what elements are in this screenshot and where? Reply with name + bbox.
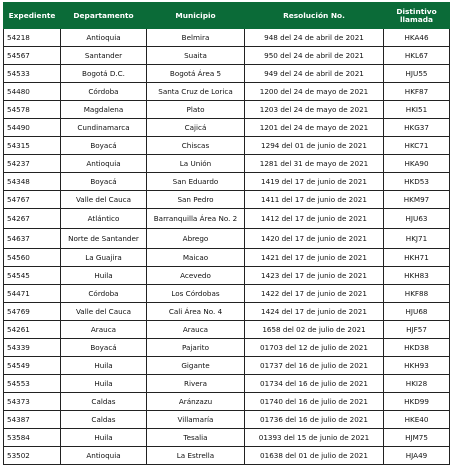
table-row [4, 209, 450, 229]
cell-resolucion: 1424 del 17 de junio de 2021 [245, 303, 384, 321]
cell-municipio: Los Córdobas [147, 285, 245, 303]
cell-expediente: 54471 [4, 285, 61, 303]
cell-departamento: Caldas [61, 411, 147, 429]
table-header [4, 3, 450, 29]
cell-resolucion: 01736 del 16 de julio de 2021 [245, 411, 384, 429]
cell-distintivo: HKH71 [384, 249, 450, 267]
table-row [4, 83, 450, 101]
cell-resolucion: 1422 del 17 de junio de 2021 [245, 285, 384, 303]
cell-distintivo: HKA90 [384, 155, 450, 173]
table-row [4, 375, 450, 393]
table-row [4, 29, 450, 47]
cell-resolucion: 948 del 24 de abril de 2021 [245, 29, 384, 47]
cell-departamento: Norte de Santander [61, 229, 147, 249]
cell-distintivo: HKM97 [384, 191, 450, 209]
cell-expediente: 53502 [4, 447, 61, 465]
table-row [4, 155, 450, 173]
cell-departamento: Boyacá [61, 339, 147, 357]
cell-resolucion: 1411 del 17 de junio de 2021 [245, 191, 384, 209]
cell-distintivo: HKH83 [384, 267, 450, 285]
cell-departamento: Boyacá [61, 137, 147, 155]
cell-resolucion: 1658 del 02 de julio de 2021 [245, 321, 384, 339]
cell-distintivo: HKF87 [384, 83, 450, 101]
cell-expediente: 54237 [4, 155, 61, 173]
cell-expediente: 54769 [4, 303, 61, 321]
cell-expediente: 54387 [4, 411, 61, 429]
table-row [4, 229, 450, 249]
cell-municipio: Santa Cruz de Lorica [147, 83, 245, 101]
cell-distintivo: HJF57 [384, 321, 450, 339]
cell-expediente: 54339 [4, 339, 61, 357]
table-row [4, 285, 450, 303]
table-row [4, 137, 450, 155]
cell-municipio: San Eduardo [147, 173, 245, 191]
cell-expediente: 54637 [4, 229, 61, 249]
cell-distintivo: HJU63 [384, 209, 450, 229]
cell-distintivo: HJU55 [384, 65, 450, 83]
cell-resolucion: 01734 del 16 de julio de 2021 [245, 375, 384, 393]
cell-departamento: Antioquia [61, 155, 147, 173]
table-row [4, 393, 450, 411]
cell-expediente: 54578 [4, 101, 61, 119]
cell-resolucion: 1420 del 17 de junio de 2021 [245, 229, 384, 249]
table-row [4, 303, 450, 321]
cell-distintivo: HJA49 [384, 447, 450, 465]
cell-municipio: Bogotá Área 5 [147, 65, 245, 83]
table-row [4, 429, 450, 447]
cell-municipio: Belmira [147, 29, 245, 47]
cell-municipio: Chiscas [147, 137, 245, 155]
cell-municipio: Pajarito [147, 339, 245, 357]
cell-departamento: Córdoba [61, 285, 147, 303]
table-row [4, 339, 450, 357]
cell-resolucion: 01703 del 12 de julio de 2021 [245, 339, 384, 357]
cell-expediente: 54533 [4, 65, 61, 83]
table-row [4, 411, 450, 429]
table-row [4, 101, 450, 119]
cell-distintivo: HKD53 [384, 173, 450, 191]
cell-departamento: Valle del Cauca [61, 191, 147, 209]
cell-expediente: 54767 [4, 191, 61, 209]
table-row [4, 65, 450, 83]
cell-distintivo: HJU68 [384, 303, 450, 321]
cell-municipio: Cajicá [147, 119, 245, 137]
cell-departamento: Antioquia [61, 447, 147, 465]
cell-distintivo: HJM75 [384, 429, 450, 447]
cell-resolucion: 01638 del 01 de julio de 2021 [245, 447, 384, 465]
cell-distintivo: HKF88 [384, 285, 450, 303]
header-municipio: Municipio [147, 3, 245, 29]
cell-resolucion: 01737 del 16 de julio de 2021 [245, 357, 384, 375]
cell-distintivo: HKA46 [384, 29, 450, 47]
cell-resolucion: 1203 del 24 de mayo de 2021 [245, 101, 384, 119]
cell-expediente: 54549 [4, 357, 61, 375]
table-body [4, 29, 450, 465]
cell-departamento: Santander [61, 47, 147, 65]
cell-distintivo: HKD38 [384, 339, 450, 357]
cell-departamento: Atlántico [61, 209, 147, 229]
header-resolucion: Resolución No. [245, 3, 384, 29]
cell-departamento: Valle del Cauca [61, 303, 147, 321]
cell-municipio: Aránzazu [147, 393, 245, 411]
cell-distintivo: HKI28 [384, 375, 450, 393]
cell-departamento: Huila [61, 429, 147, 447]
cell-municipio: Barranquilla Área No. 2 [147, 209, 245, 229]
header-expediente: Expediente [4, 3, 61, 29]
resolutions-table [3, 2, 450, 465]
cell-municipio: Rivera [147, 375, 245, 393]
header-row [4, 3, 450, 29]
cell-expediente: 54490 [4, 119, 61, 137]
cell-distintivo: HKH93 [384, 357, 450, 375]
cell-expediente: 54267 [4, 209, 61, 229]
cell-resolucion: 1423 del 17 de junio de 2021 [245, 267, 384, 285]
cell-expediente: 53584 [4, 429, 61, 447]
cell-departamento: Huila [61, 267, 147, 285]
cell-resolucion: 1200 del 24 de mayo de 2021 [245, 83, 384, 101]
cell-expediente: 54560 [4, 249, 61, 267]
table-row [4, 191, 450, 209]
cell-expediente: 54545 [4, 267, 61, 285]
table-row [4, 267, 450, 285]
table-row [4, 357, 450, 375]
cell-departamento: Arauca [61, 321, 147, 339]
cell-distintivo: HKE40 [384, 411, 450, 429]
cell-municipio: Cali Área No. 4 [147, 303, 245, 321]
cell-resolucion: 1421 del 17 de junio de 2021 [245, 249, 384, 267]
cell-departamento: Bogotá D.C. [61, 65, 147, 83]
cell-departamento: Cundinamarca [61, 119, 147, 137]
cell-expediente: 54348 [4, 173, 61, 191]
cell-expediente: 54218 [4, 29, 61, 47]
cell-distintivo: HKJ71 [384, 229, 450, 249]
cell-distintivo: HKD99 [384, 393, 450, 411]
cell-distintivo: HKG37 [384, 119, 450, 137]
header-departamento: Departamento [61, 3, 147, 29]
cell-departamento: Caldas [61, 393, 147, 411]
cell-resolucion: 1419 del 17 de junio de 2021 [245, 173, 384, 191]
header-distintivo: Distintivo llamada [384, 3, 450, 29]
cell-municipio: Maicao [147, 249, 245, 267]
cell-municipio: Suaita [147, 47, 245, 65]
cell-distintivo: HKL67 [384, 47, 450, 65]
cell-departamento: Córdoba [61, 83, 147, 101]
cell-resolucion: 01393 del 15 de junio de 2021 [245, 429, 384, 447]
cell-resolucion: 1281 del 31 de mayo de 2021 [245, 155, 384, 173]
cell-distintivo: HKI51 [384, 101, 450, 119]
cell-distintivo: HKC71 [384, 137, 450, 155]
table-row [4, 47, 450, 65]
cell-municipio: Tesalia [147, 429, 245, 447]
table-row [4, 119, 450, 137]
cell-departamento: Boyacá [61, 173, 147, 191]
table-row [4, 321, 450, 339]
cell-municipio: Arauca [147, 321, 245, 339]
cell-municipio: La Estrella [147, 447, 245, 465]
table-row [4, 249, 450, 267]
cell-expediente: 54480 [4, 83, 61, 101]
table-row [4, 173, 450, 191]
cell-municipio: Acevedo [147, 267, 245, 285]
cell-expediente: 54553 [4, 375, 61, 393]
cell-expediente: 54315 [4, 137, 61, 155]
cell-municipio: Villamaría [147, 411, 245, 429]
cell-departamento: Antioquia [61, 29, 147, 47]
cell-municipio: San Pedro [147, 191, 245, 209]
cell-departamento: Huila [61, 357, 147, 375]
cell-expediente: 54373 [4, 393, 61, 411]
cell-departamento: Huila [61, 375, 147, 393]
cell-expediente: 54567 [4, 47, 61, 65]
cell-resolucion: 1201 del 24 de mayo de 2021 [245, 119, 384, 137]
cell-resolucion: 1294 del 01 de junio de 2021 [245, 137, 384, 155]
cell-resolucion: 949 del 24 de abril de 2021 [245, 65, 384, 83]
cell-municipio: Gigante [147, 357, 245, 375]
cell-departamento: Magdalena [61, 101, 147, 119]
cell-resolucion: 950 del 24 de abril de 2021 [245, 47, 384, 65]
cell-municipio: La Unión [147, 155, 245, 173]
cell-municipio: Plato [147, 101, 245, 119]
cell-resolucion: 1412 del 17 de junio de 2021 [245, 209, 384, 229]
cell-expediente: 54261 [4, 321, 61, 339]
cell-departamento: La Guajira [61, 249, 147, 267]
cell-municipio: Abrego [147, 229, 245, 249]
cell-resolucion: 01740 del 16 de julio de 2021 [245, 393, 384, 411]
